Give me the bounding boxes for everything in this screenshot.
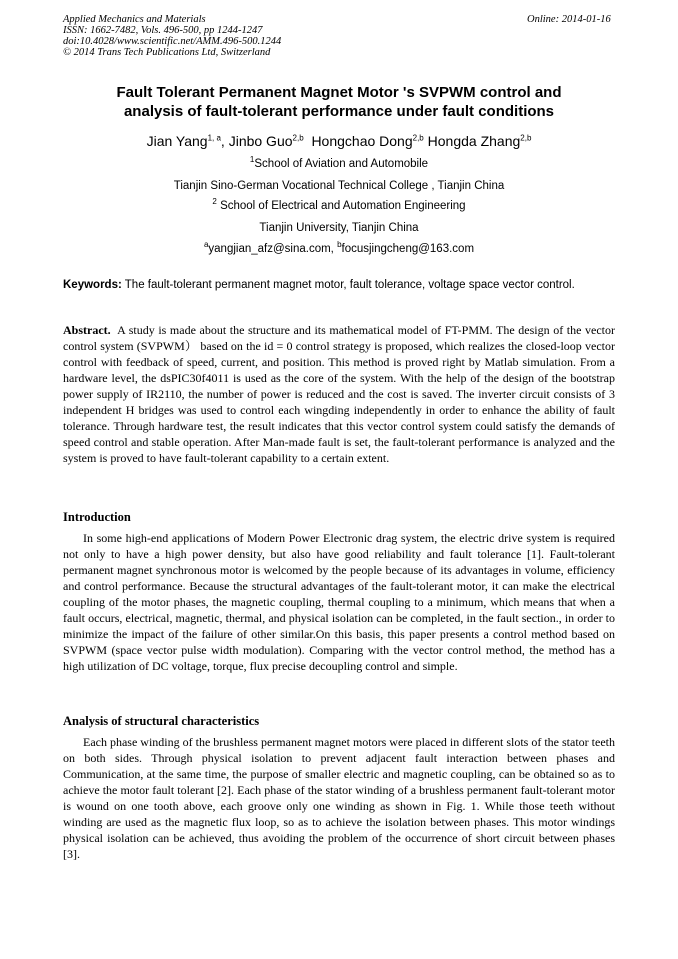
- abstract-label: Abstract.: [63, 323, 111, 337]
- paper-title: [63, 83, 615, 121]
- email-superscript: a: [203, 240, 209, 250]
- title-line-1: Fault Tolerant Permanent Magnet Motor 's SVPWM control and: [116, 84, 562, 101]
- author-superscript: 2,b: [412, 133, 424, 143]
- author-separator: ,: [220, 133, 229, 149]
- copyright-line: © 2014 Trans Tech Publications Ltd, Switzerland: [63, 47, 271, 58]
- author-name: Jian Yang: [146, 133, 208, 149]
- affiliation-1-org: Tianjin Sino-German Vocational Technical College , Tianjin China: [173, 180, 505, 192]
- email-a: yangjian_afz@sina.com,: [208, 243, 338, 255]
- issn-line: ISSN: 1662-7482, Vols. 496-500, pp 1244-1247: [63, 25, 263, 36]
- section-text-introduction: In some high-end applications of Modern Power Electronic drag system, the electric drive system is required not only to have a high power density, but also have good reliability and fault tolerance [1]. Fault-tolerant permanent magnet synchronous motor is welcomed by the people because of its advantages in volume, efficiency and control performance. Because the structural advantages of the fault-tolerant motor, it can make the electrical coupling of the motor phases, the magnetic coupling, thermal coupling to a minimum, which means that when a fault occurs, electrical, magnetic, thermal, and physical isolation can be completed, in the fault section., in order to minimize the impact of the failure of other similar.On this basis, this paper presents a control method based on SVPWM (space vector pulse width modulation). Comparing with the vector control method, the method has a high utilization of DC voltage, torque, flux precise decoupling control and simple.: [63, 531, 615, 673]
- author-name: Hongda Zhang: [427, 133, 521, 149]
- author-superscript: 2,b: [292, 133, 304, 143]
- author-superscript: 2,b: [520, 133, 532, 143]
- abstract-text: A study is made about the structure and its mathematical model of FT-PMM. The design of the vector control system (SVPWM） based on the id = 0 control strategy is proposed, which realizes the closed-loop vector control with feedback of speed, current, and position. This method is proved right by Matlab simulation. From a hardware level, the dsPIC30f4011 is used as the core of the system. With the help of the design of the bootstrap power supply of IR2110, the number of power is reduced and the cost is saved. The inverter circuit consists of 3 independent H bridges was used to control each wingding independently in order to enhance the ability of fault tolerance. Through hardware test, the result indicates that this vector control system could satisfy the demands of speed control and stable operation. After Man-made fault is set, the fault-tolerant performance is analyzed and the system is proved to have fault-tolerant capability to a certain extent.: [63, 323, 618, 465]
- keywords-text: The fault-tolerant permanent magnet motor, fault tolerance, voltage space vector control.: [121, 279, 575, 291]
- affiliation-2-org: Tianjin University, Tianjin China: [259, 222, 419, 234]
- email-b: focusjingcheng@163.com: [341, 243, 475, 255]
- journal-name: Applied Mechanics and Materials: [63, 14, 206, 25]
- journal-header: [63, 14, 281, 58]
- affiliation-1-name: $^1$School of Aviation and Automobile: [249, 155, 429, 170]
- keywords: [63, 279, 615, 293]
- keywords-label: Keywords:: [63, 279, 122, 291]
- online-date: Online: 2014-01-16: [527, 14, 611, 25]
- author-superscript: 1, a: [207, 133, 221, 143]
- doi-line: doi:10.4028/www.scientific.net/AMM.496-500.1244: [63, 36, 282, 47]
- section-text-structural: Each phase winding of the brushless permanent magnet motors were placed in different slots of the stator teeth on both sides. Through physical isolation to prevent adjacent fault interaction between phases and Communication, at the same time, the purpose of smaller electric and magnetic coupling, can be obtained so as to achieve the motor fault tolerant [2]. Each phase of the stator winding of a brushless permanent fault-tolerant motor is wound on one tooth above, each groove only one winding as shown in Fig. 1. While those teeth without winding are used as the magnetic flux loop, so as to achieve the isolation between phases. This motor windings physical isolation can be achieved, thus avoiding the problem of the occurrence of short circuit between phases [3].: [63, 735, 615, 861]
- title-line-2: analysis of fault-tolerant performance under fault conditions: [123, 103, 555, 120]
- affiliation-2-name: $^2$ School of Electrical and Automation Engineering: [212, 197, 466, 212]
- author-name: Jinbo Guo: [228, 133, 293, 149]
- affiliation-superscript: 2: [212, 197, 217, 207]
- author-name: Hongchao Dong: [311, 133, 413, 149]
- email-superscript: b: [337, 240, 342, 250]
- affiliation-superscript: 1: [249, 155, 255, 165]
- author-emails: [63, 242, 615, 256]
- author-list: [63, 132, 615, 150]
- section-heading-structural: Analysis of structural characteristics: [63, 714, 260, 728]
- abstract: [63, 322, 618, 466]
- section-heading-introduction: Introduction: [63, 510, 131, 524]
